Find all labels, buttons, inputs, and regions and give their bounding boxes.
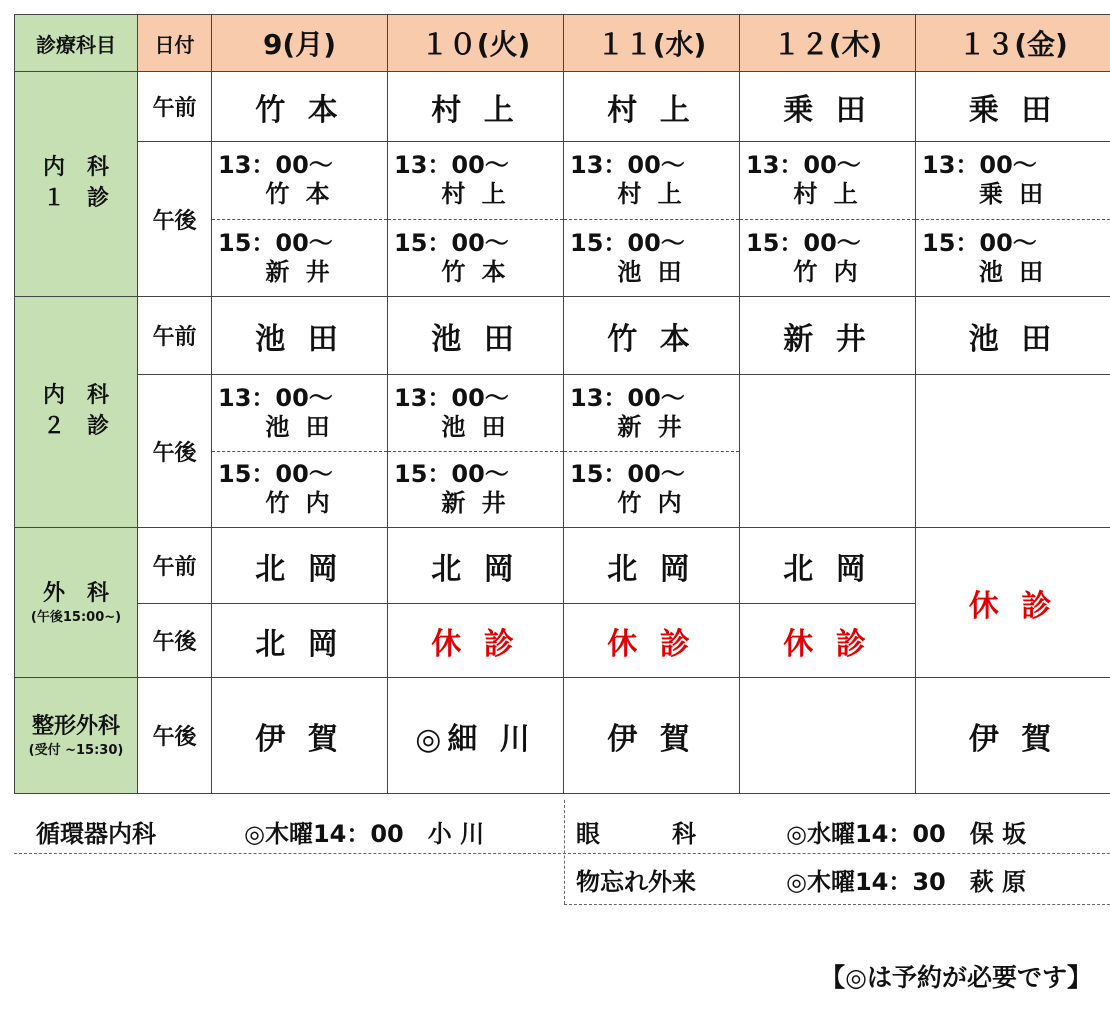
geka-pm-mon: 北 岡 (212, 604, 388, 678)
monowasure-time: ◎木曜14：30 萩 原 (786, 868, 1027, 896)
footer-divider-vertical (564, 800, 565, 904)
geka-am-thu: 北 岡 (740, 528, 916, 604)
naika2-pm-fri (916, 375, 1110, 528)
day-header-thu: １２(木) (740, 15, 916, 72)
naika2-am-tue: 池 田 (388, 297, 564, 375)
naika1-am-tue: 村 上 (388, 72, 564, 142)
pm-label: 午後 (138, 142, 212, 297)
naika1-pm-thu: 13：00～ 村 上 15：00～ 竹 内 (740, 142, 916, 297)
naika2-pm-mon: 13：00～ 池 田 15：00～ 竹 内 (212, 375, 388, 528)
dept-header: 診療科目 (15, 15, 138, 72)
ganka-time: ◎水曜14：00 保 坂 (786, 820, 1027, 848)
naika2-label: 内 科 ２ 診 (15, 297, 138, 528)
geka-am-row (15, 528, 1110, 604)
seikei-pm-fri: 伊 賀 (916, 678, 1110, 794)
header-row (15, 15, 1110, 72)
naika2-am-fri: 池 田 (916, 297, 1110, 375)
geka-pm-thu: 休 診 (740, 604, 916, 678)
geka-fri-closed: 休 診 (916, 528, 1110, 678)
geka-pm-tue: 休 診 (388, 604, 564, 678)
seikei-pm-wed: 伊 賀 (564, 678, 740, 794)
date-header: 日付 (138, 15, 212, 72)
geka-am-wed: 北 岡 (564, 528, 740, 604)
am-label: 午前 (138, 297, 212, 375)
footer-info (14, 800, 1110, 910)
naika1-am-row (15, 72, 1110, 142)
naika1-am-wed: 村 上 (564, 72, 740, 142)
day-header-mon: 9(月) (212, 15, 388, 72)
day-header-tue: １０(火) (388, 15, 564, 72)
junkan-time: ◎木曜14：00 小 川 (244, 820, 485, 848)
schedule-table (14, 14, 1110, 794)
seikei-label: 整形外科 (受付 ~15:30) (15, 678, 138, 794)
naika2-am-row (15, 297, 1110, 375)
geka-am-mon: 北 岡 (212, 528, 388, 604)
seikei-pm-tue: ◎細 川 (388, 678, 564, 794)
naika1-am-thu: 乗 田 (740, 72, 916, 142)
naika2-am-wed: 竹 本 (564, 297, 740, 375)
naika1-pm-mon: 13：00～ 竹 本 15：00～ 新 井 (212, 142, 388, 297)
footer-divider (14, 853, 1110, 854)
seikei-pm-mon: 伊 賀 (212, 678, 388, 794)
naika2-pm-row (15, 375, 1110, 528)
geka-pm-wed: 休 診 (564, 604, 740, 678)
naika2-am-mon: 池 田 (212, 297, 388, 375)
monowasure-name: 物忘れ外来 (576, 868, 696, 896)
am-label: 午前 (138, 72, 212, 142)
geka-am-tue: 北 岡 (388, 528, 564, 604)
footer-divider-bottom (564, 904, 1110, 905)
naika2-pm-thu (740, 375, 916, 528)
naika1-pm-wed: 13：00～ 村 上 15：00～ 池 田 (564, 142, 740, 297)
pm-label: 午後 (138, 604, 212, 678)
seikei-pm-thu (740, 678, 916, 794)
seikei-row (15, 678, 1110, 794)
junkan-name: 循環器内科 (36, 820, 156, 848)
day-header-wed: １１(水) (564, 15, 740, 72)
naika2-am-thu: 新 井 (740, 297, 916, 375)
pm-label: 午後 (138, 375, 212, 528)
reservation-note: 【◎は予約が必要です】 (820, 963, 1092, 992)
day-header-fri: １３(金) (916, 15, 1110, 72)
naika1-am-mon: 竹 本 (212, 72, 388, 142)
naika1-pm-fri: 13：00～ 乗 田 15：00～ 池 田 (916, 142, 1110, 297)
naika1-pm-tue: 13：00～ 村 上 15：00～ 竹 本 (388, 142, 564, 297)
ganka-name: 眼 科 (576, 820, 696, 848)
naika1-label: 内 科 １ 診 (15, 72, 138, 297)
am-label: 午前 (138, 528, 212, 604)
naika1-pm-row (15, 142, 1110, 297)
naika2-pm-wed: 13：00～ 新 井 15：00～ 竹 内 (564, 375, 740, 528)
naika1-am-fri: 乗 田 (916, 72, 1110, 142)
pm-label: 午後 (138, 678, 212, 794)
geka-label: 外 科 (午後15:00~) (15, 528, 138, 678)
naika2-pm-tue: 13：00～ 池 田 15：00～ 新 井 (388, 375, 564, 528)
